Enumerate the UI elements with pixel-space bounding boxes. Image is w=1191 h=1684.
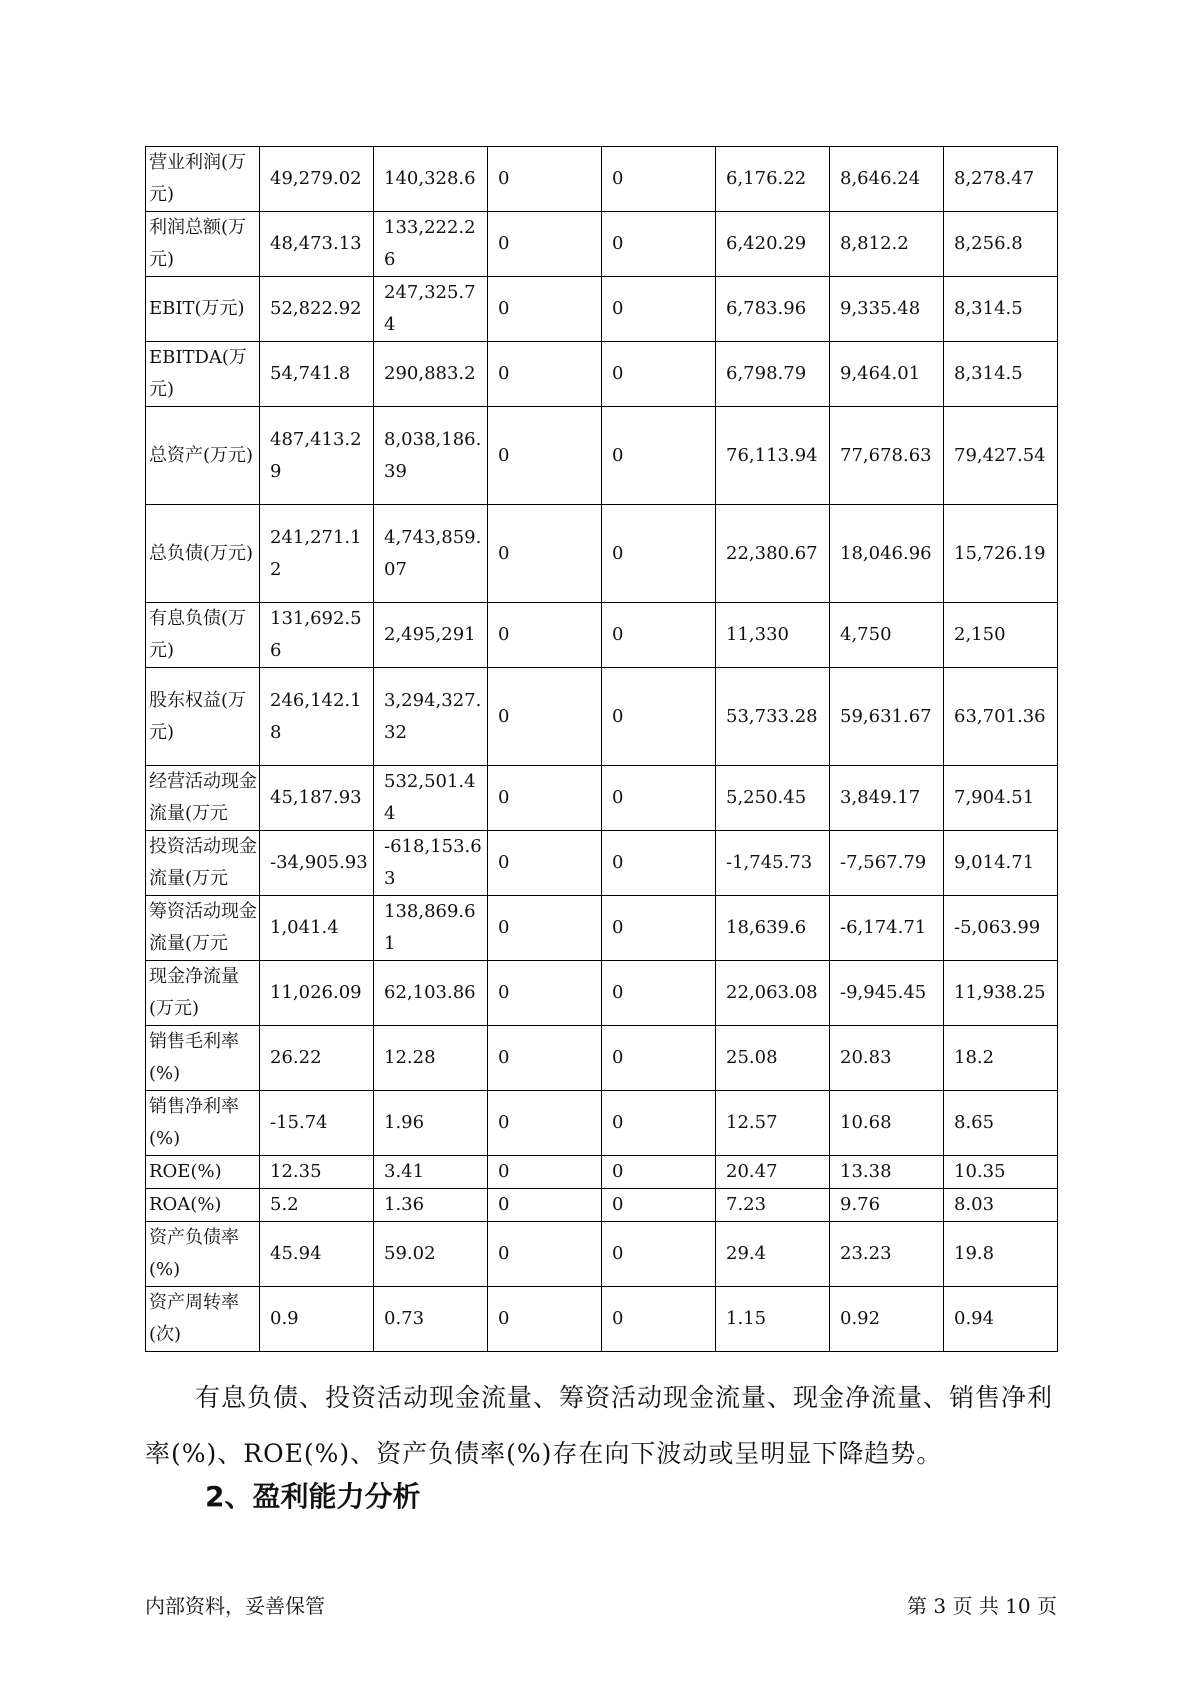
cell-value: 77,678.63 (830, 407, 944, 505)
cell-value: 0 (488, 212, 602, 277)
cell-value: 8.65 (944, 1091, 1058, 1156)
cell-value: 290,883.2 (374, 342, 488, 407)
cell-value: -34,905.93 (260, 831, 374, 896)
cell-value: 0 (602, 1156, 716, 1189)
cell-value: 0.94 (944, 1287, 1058, 1352)
cell-value: 29.4 (716, 1222, 830, 1287)
cell-value: 9,464.01 (830, 342, 944, 407)
table-row (146, 1287, 1058, 1352)
cell-value: 6,176.22 (716, 147, 830, 212)
table-row (146, 961, 1058, 1026)
cell-value: 12.35 (260, 1156, 374, 1189)
cell-value: 0 (602, 1222, 716, 1287)
cell-value: 11,330 (716, 603, 830, 668)
table-row (146, 505, 1058, 603)
cell-value: 0 (488, 505, 602, 603)
cell-value: 0 (602, 407, 716, 505)
cell-value: 10.35 (944, 1156, 1058, 1189)
cell-value: 49,279.02 (260, 147, 374, 212)
row-label: 总负债(万元) (146, 505, 260, 603)
row-label: ROA(%) (146, 1189, 260, 1222)
cell-value: 0.73 (374, 1287, 488, 1352)
row-label: ROE(%) (146, 1156, 260, 1189)
cell-value: 11,026.09 (260, 961, 374, 1026)
cell-value: 0 (602, 668, 716, 766)
row-label: 资产周转率(次) (146, 1287, 260, 1352)
cell-value: 4,743,859.07 (374, 505, 488, 603)
cell-value: 0 (488, 1287, 602, 1352)
cell-value: 45,187.93 (260, 766, 374, 831)
table-row (146, 766, 1058, 831)
cell-value: 9,014.71 (944, 831, 1058, 896)
cell-value: 0 (488, 277, 602, 342)
cell-value: 0 (488, 896, 602, 961)
cell-value: 3,849.17 (830, 766, 944, 831)
cell-value: 22,063.08 (716, 961, 830, 1026)
cell-value: 20.83 (830, 1026, 944, 1091)
cell-value: 54,741.8 (260, 342, 374, 407)
cell-value: 1.15 (716, 1287, 830, 1352)
cell-value: 0 (602, 1026, 716, 1091)
cell-value: 59,631.67 (830, 668, 944, 766)
table-row (146, 668, 1058, 766)
cell-value: 8,278.47 (944, 147, 1058, 212)
cell-value: 23.23 (830, 1222, 944, 1287)
cell-value: 0.9 (260, 1287, 374, 1352)
cell-value: 0 (488, 147, 602, 212)
cell-value: 19.8 (944, 1222, 1058, 1287)
cell-value: 18,046.96 (830, 505, 944, 603)
table-row (146, 277, 1058, 342)
cell-value: 11,938.25 (944, 961, 1058, 1026)
cell-value: 8,646.24 (830, 147, 944, 212)
cell-value: 0 (488, 1222, 602, 1287)
cell-value: 0 (602, 961, 716, 1026)
cell-value: 0 (602, 342, 716, 407)
cell-value: 20.47 (716, 1156, 830, 1189)
cell-value: 0 (488, 1189, 602, 1222)
row-label: 经营活动现金流量(万元 (146, 766, 260, 831)
cell-value: -618,153.63 (374, 831, 488, 896)
cell-value: 9,335.48 (830, 277, 944, 342)
cell-value: 8,038,186.39 (374, 407, 488, 505)
cell-value: 7.23 (716, 1189, 830, 1222)
cell-value: 15,726.19 (944, 505, 1058, 603)
cell-value: 2,495,291 (374, 603, 488, 668)
cell-value: 0 (602, 1287, 716, 1352)
cell-value: 18,639.6 (716, 896, 830, 961)
table-row (146, 1091, 1058, 1156)
cell-value: 76,113.94 (716, 407, 830, 505)
row-label: 现金净流量(万元) (146, 961, 260, 1026)
cell-value: 241,271.12 (260, 505, 374, 603)
table-row (146, 147, 1058, 212)
cell-value: 0 (602, 766, 716, 831)
financial-table (145, 146, 1058, 1352)
cell-value: -7,567.79 (830, 831, 944, 896)
table-row (146, 1189, 1058, 1222)
cell-value: 0 (602, 1189, 716, 1222)
row-label: 筹资活动现金流量(万元 (146, 896, 260, 961)
cell-value: 0 (602, 147, 716, 212)
row-label: 销售毛利率(%) (146, 1026, 260, 1091)
cell-value: 9.76 (830, 1189, 944, 1222)
cell-value: 8.03 (944, 1189, 1058, 1222)
cell-value: -5,063.99 (944, 896, 1058, 961)
cell-value: 48,473.13 (260, 212, 374, 277)
cell-value: 0 (488, 1156, 602, 1189)
cell-value: 12.57 (716, 1091, 830, 1156)
cell-value: 8,314.5 (944, 277, 1058, 342)
cell-value: 12.28 (374, 1026, 488, 1091)
cell-value: 6,420.29 (716, 212, 830, 277)
table-row (146, 342, 1058, 407)
cell-value: 45.94 (260, 1222, 374, 1287)
cell-value: 22,380.67 (716, 505, 830, 603)
table-row (146, 1026, 1058, 1091)
cell-value: 0 (488, 831, 602, 896)
cell-value: 0 (488, 961, 602, 1026)
cell-value: 7,904.51 (944, 766, 1058, 831)
cell-value: 487,413.29 (260, 407, 374, 505)
table-row (146, 1156, 1058, 1189)
table-row (146, 603, 1058, 668)
cell-value: 0 (602, 505, 716, 603)
cell-value: -1,745.73 (716, 831, 830, 896)
cell-value: 0 (602, 831, 716, 896)
table-row (146, 212, 1058, 277)
row-label: 股东权益(万元) (146, 668, 260, 766)
cell-value: 0 (488, 668, 602, 766)
cell-value: 131,692.56 (260, 603, 374, 668)
cell-value: 247,325.74 (374, 277, 488, 342)
row-label: EBIT(万元) (146, 277, 260, 342)
footer-page-number: 第 3 页 共 10 页 (907, 1594, 1057, 1618)
row-label: 营业利润(万元) (146, 147, 260, 212)
cell-value: 532,501.44 (374, 766, 488, 831)
cell-value: 246,142.18 (260, 668, 374, 766)
table-row (146, 896, 1058, 961)
cell-value: 1,041.4 (260, 896, 374, 961)
cell-value: 0 (488, 603, 602, 668)
row-label: 资产负债率(%) (146, 1222, 260, 1287)
table-row (146, 407, 1058, 505)
cell-value: 13.38 (830, 1156, 944, 1189)
cell-value: 138,869.61 (374, 896, 488, 961)
cell-value: 0 (488, 342, 602, 407)
cell-value: 62,103.86 (374, 961, 488, 1026)
cell-value: 26.22 (260, 1026, 374, 1091)
row-label: 有息负债(万元) (146, 603, 260, 668)
cell-value: 140,328.6 (374, 147, 488, 212)
cell-value: 53,733.28 (716, 668, 830, 766)
row-label: 销售净利率(%) (146, 1091, 260, 1156)
cell-value: 0 (602, 1091, 716, 1156)
cell-value: 0 (602, 603, 716, 668)
cell-value: 0 (488, 1091, 602, 1156)
cell-value: 0 (602, 277, 716, 342)
cell-value: 133,222.26 (374, 212, 488, 277)
analysis-paragraph: 有息负债、投资活动现金流量、筹资活动现金流量、现金净流量、销售净利率(%)、ROE(%)、资产负债率(%)存在向下波动或呈明显下降趋势。 (145, 1383, 1054, 1468)
cell-value: 18.2 (944, 1026, 1058, 1091)
cell-value: 10.68 (830, 1091, 944, 1156)
cell-value: 8,812.2 (830, 212, 944, 277)
footer-confidential-note: 内部资料，妥善保管 (145, 1594, 325, 1618)
cell-value: 0.92 (830, 1287, 944, 1352)
cell-value: 3.41 (374, 1156, 488, 1189)
row-label: EBITDA(万元) (146, 342, 260, 407)
cell-value: 1.36 (374, 1189, 488, 1222)
cell-value: 59.02 (374, 1222, 488, 1287)
cell-value: 8,256.8 (944, 212, 1058, 277)
cell-value: 79,427.54 (944, 407, 1058, 505)
cell-value: 6,798.79 (716, 342, 830, 407)
section-heading: 2、盈利能力分析 (205, 1480, 421, 1513)
cell-value: 2,150 (944, 603, 1058, 668)
table-row (146, 831, 1058, 896)
cell-value: 0 (602, 896, 716, 961)
cell-value: 0 (488, 407, 602, 505)
cell-value: -6,174.71 (830, 896, 944, 961)
table-row (146, 1222, 1058, 1287)
cell-value: 0 (488, 766, 602, 831)
cell-value: 0 (602, 212, 716, 277)
row-label: 总资产(万元) (146, 407, 260, 505)
cell-value: 3,294,327.32 (374, 668, 488, 766)
cell-value: 8,314.5 (944, 342, 1058, 407)
cell-value: 63,701.36 (944, 668, 1058, 766)
cell-value: 6,783.96 (716, 277, 830, 342)
row-label: 利润总额(万元) (146, 212, 260, 277)
cell-value: 1.96 (374, 1091, 488, 1156)
cell-value: 25.08 (716, 1026, 830, 1091)
cell-value: 5,250.45 (716, 766, 830, 831)
cell-value: 52,822.92 (260, 277, 374, 342)
cell-value: 5.2 (260, 1189, 374, 1222)
row-label: 投资活动现金流量(万元 (146, 831, 260, 896)
cell-value: 0 (488, 1026, 602, 1091)
cell-value: -9,945.45 (830, 961, 944, 1026)
cell-value: -15.74 (260, 1091, 374, 1156)
cell-value: 4,750 (830, 603, 944, 668)
